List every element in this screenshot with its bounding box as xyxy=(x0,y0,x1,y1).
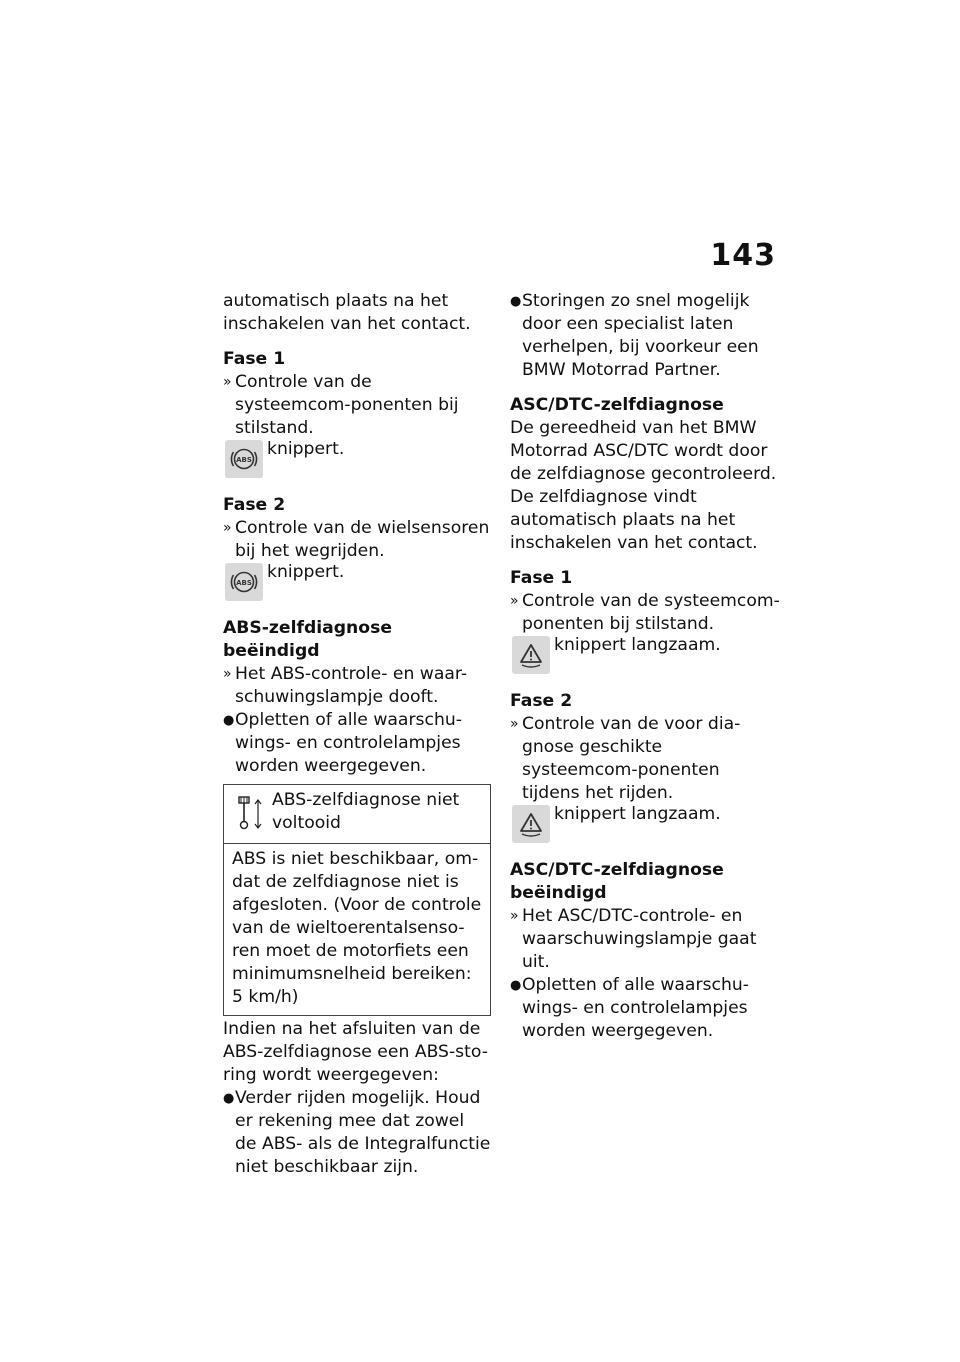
fase2-heading: Fase 2 xyxy=(510,691,573,711)
bullet-marker: ● xyxy=(223,1091,235,1106)
page-number: 143 xyxy=(710,238,776,273)
step-marker: » xyxy=(223,520,232,536)
indicator-text: knippert. xyxy=(267,562,345,582)
fase1-heading: Fase 1 xyxy=(223,349,286,369)
step-text: Het ABS-controle- en waar-schuwingslampje dooft. xyxy=(235,664,468,707)
intro-text: automatisch plaats na het inschakelen van het contact. xyxy=(223,291,471,334)
fase1-heading: Fase 1 xyxy=(510,568,573,588)
step-item xyxy=(510,590,782,636)
svg-text:ABS: ABS xyxy=(236,578,252,587)
step-marker: » xyxy=(510,593,519,609)
after-text: Indien na het afsluiten van de ABS-zelfdiagnose een ABS-sto-ring wordt weergegeven: xyxy=(223,1019,488,1085)
bullet-marker: ● xyxy=(223,713,235,728)
motorcycle-repair-icon xyxy=(236,793,264,838)
abs-warning-icon xyxy=(225,563,263,601)
step-item xyxy=(510,905,782,974)
step-text: Controle van de voor dia-gnose geschikte systeemcom-ponenten tijdens het rijden. xyxy=(522,714,741,803)
left-column xyxy=(223,290,491,1179)
step-item xyxy=(510,713,782,805)
fase2-heading: Fase 2 xyxy=(223,495,286,515)
abs-completed-heading: ABS-zelfdiagnose beëindigd xyxy=(223,618,392,661)
step-marker: » xyxy=(223,374,232,390)
abs-warning-icon xyxy=(225,440,263,478)
step-marker: » xyxy=(510,716,519,732)
bullet-item xyxy=(510,974,782,1043)
bullet-marker: ● xyxy=(510,294,522,309)
bullet-text: Opletten of alle waarschu-wings- en controlelampjes worden weergegeven. xyxy=(522,975,749,1041)
step-item xyxy=(223,371,491,440)
asc-dtc-warning-icon xyxy=(512,636,550,674)
step-text: Controle van de wielsensoren bij het wegrijden. xyxy=(235,518,490,561)
bullet-item xyxy=(223,709,491,778)
warning-header xyxy=(224,785,490,844)
indicator-row xyxy=(510,636,782,678)
step-item xyxy=(223,517,491,563)
bullet-item xyxy=(510,290,782,382)
indicator-row xyxy=(223,563,491,605)
indicator-text: knippert langzaam. xyxy=(554,635,721,655)
step-text: Het ASC/DTC-controle- en waarschuwingslampje gaat uit. xyxy=(522,906,757,972)
indicator-text: knippert langzaam. xyxy=(554,804,721,824)
indicator-row xyxy=(510,805,782,847)
step-text: Controle van de systeemcom-ponenten bij stilstand. xyxy=(522,591,780,634)
svg-text:ABS: ABS xyxy=(236,455,252,464)
warning-box xyxy=(223,784,491,1016)
warning-body: ABS is niet beschikbaar, om-dat de zelfdiagnose niet is afgesloten. (Voor de controle van de wieltoerentalsenso-ren moet de motorfiets een minimumsnelheid bereiken: 5 km/h) xyxy=(232,849,482,1007)
asc-dtc-text: De gereedheid van het BMW Motorrad ASC/DTC wordt door de zelfdiagnose gecontroleerd. De zelfdiagnose vindt automatisch plaats na het inschakelen van het contact. xyxy=(510,418,777,553)
bullet-text: Opletten of alle waarschu-wings- en controlelampjes worden weergegeven. xyxy=(235,710,462,776)
indicator-row xyxy=(223,440,491,482)
bullet-text: Verder rijden mogelijk. Houd er rekening mee dat zowel de ABS- als de Integralfunctie niet beschikbaar zijn. xyxy=(235,1088,491,1177)
warning-title: ABS-zelfdiagnose niet voltooid xyxy=(272,790,460,833)
asc-dtc-heading: ASC/DTC-zelfdiagnose xyxy=(510,395,724,415)
step-marker: » xyxy=(510,908,519,924)
bullet-text: Storingen zo snel mogelijk door een specialist laten verhelpen, bij voorkeur een BMW Motorrad Partner. xyxy=(522,291,759,380)
bullet-marker: ● xyxy=(510,978,522,993)
asc-dtc-warning-icon xyxy=(512,805,550,843)
step-text: Controle van de systeemcom-ponenten bij stilstand. xyxy=(235,372,459,438)
indicator-text: knippert. xyxy=(267,439,345,459)
right-column xyxy=(510,290,782,1043)
asc-dtc-completed-heading: ASC/DTC-zelfdiagnose beëindigd xyxy=(510,860,724,903)
step-item xyxy=(223,663,491,709)
bullet-item xyxy=(223,1087,491,1179)
step-marker: » xyxy=(223,666,232,682)
